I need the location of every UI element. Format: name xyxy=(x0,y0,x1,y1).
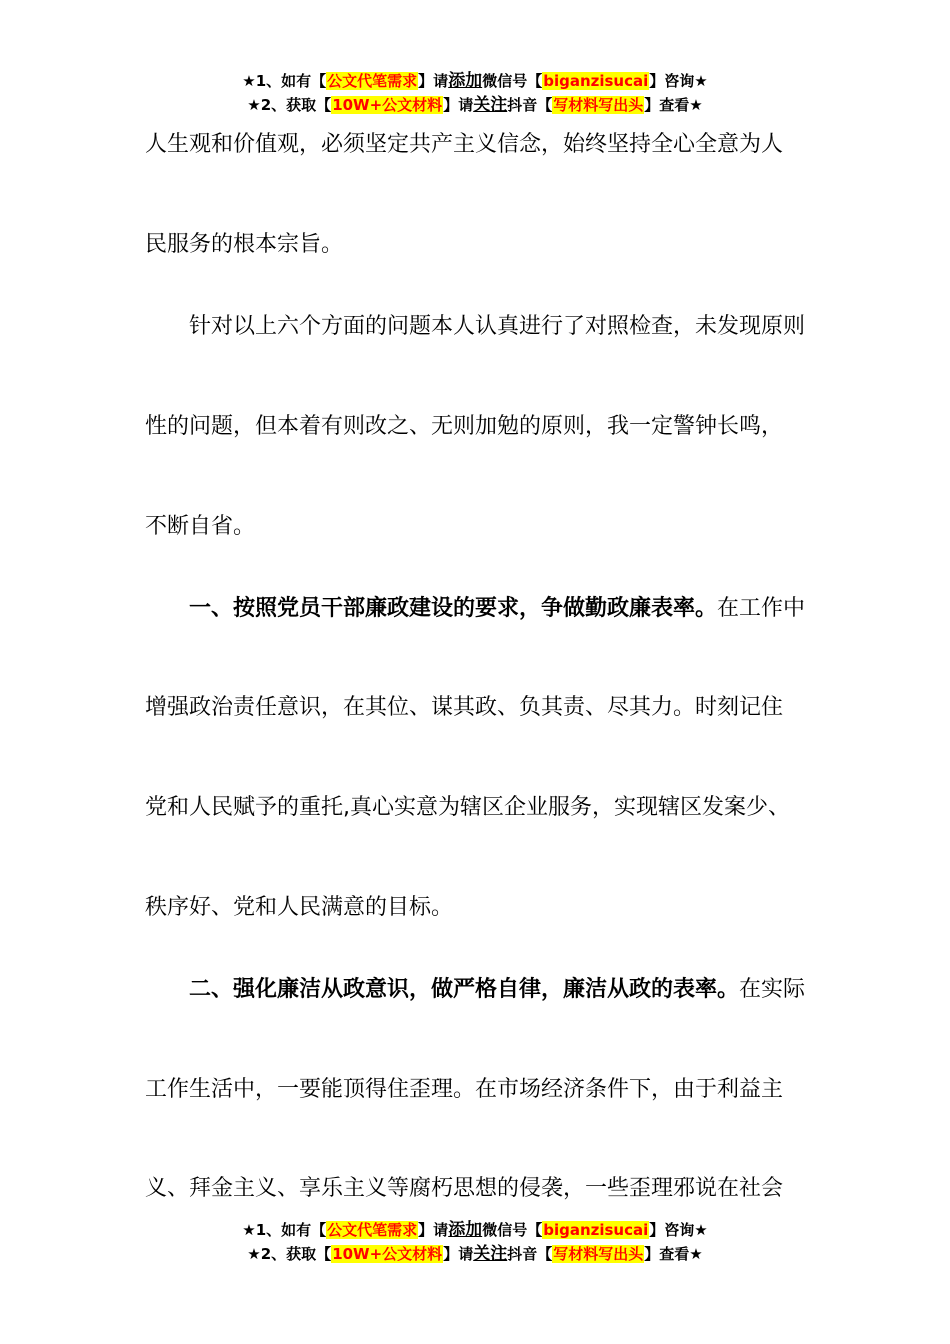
highlight-materials: 10W+公文材料 xyxy=(332,1245,443,1263)
text-line: 性的问题，但本着有则改之、无则加勉的原则，我一定警钟长鸣， xyxy=(145,414,784,439)
heading-bold-text: 二、强化廉洁从政意识，做严格自律，廉洁从政的表率。 xyxy=(145,977,740,1002)
highlight-wechat-id: biganzisucai xyxy=(543,1221,649,1239)
banner-text: 】查看★ xyxy=(644,96,703,114)
banner-line-1 xyxy=(0,1218,950,1242)
text-line: 工作生活中，一要能顶得住歪理。在市场经济条件下，由于利益主 xyxy=(145,1077,784,1102)
text-line: 人生观和价值观，必须坚定共产主义信念，始终坚持全心全意为人 xyxy=(145,132,784,157)
underlined-text: 关注 xyxy=(473,1244,508,1264)
underlined-text: 添加 xyxy=(448,1220,483,1240)
heading-bold-text: 一、按照党员干部廉政建设的要求，争做勤政廉表率。 xyxy=(145,596,718,621)
text-line: 针对以上六个方面的问题本人认真进行了对照检查，未发现原则 xyxy=(145,314,806,339)
banner-text: ★2、获取【 xyxy=(247,96,332,114)
banner-text: ★1、如有【 xyxy=(242,72,327,90)
highlight-materials: 10W+公文材料 xyxy=(332,96,443,114)
underlined-text: 关注 xyxy=(473,95,508,115)
banner-text: 】咨询★ xyxy=(649,72,708,90)
banner-text: ★2、获取【 xyxy=(247,1245,332,1263)
text-line: 义、拜金主义、享乐主义等腐朽思想的侵袭，一些歪理邪说在社会 xyxy=(145,1176,784,1201)
heading-rest-text: 在工作中 xyxy=(717,596,806,621)
text-line: 党和人民赋予的重托,真心实意为辖区企业服务，实现辖区发案少、 xyxy=(145,795,790,820)
text-line: 增强政治责任意识，在其位、谋其政、负其责、尽其力。时刻记住 xyxy=(145,695,784,720)
text-line: 不断自省。 xyxy=(145,514,256,539)
banner-text: 】请 xyxy=(418,1221,449,1239)
banner-text: 抖音【 xyxy=(507,96,553,114)
highlight-douyin-id: 写材料写出头 xyxy=(553,96,644,114)
section-heading-2 xyxy=(145,976,810,1004)
heading-rest-text: 在实际 xyxy=(739,977,806,1002)
banner-line-2 xyxy=(0,1242,950,1266)
text-line: 秩序好、党和人民满意的目标。 xyxy=(145,895,454,920)
banner-text: 抖音【 xyxy=(507,1245,553,1263)
highlight-service: 公文代笔需求 xyxy=(327,72,418,90)
banner-text: 】查看★ xyxy=(644,1245,703,1263)
section-heading-1 xyxy=(145,595,810,623)
banner-text: 】请 xyxy=(443,96,474,114)
highlight-wechat-id: biganzisucai xyxy=(543,72,649,90)
banner-text: 微信号【 xyxy=(482,1221,543,1239)
underlined-text: 添加 xyxy=(448,71,483,91)
banner-line-1 xyxy=(0,69,950,93)
text-line: 民服务的根本宗旨。 xyxy=(145,232,344,257)
highlight-service: 公文代笔需求 xyxy=(327,1221,418,1239)
top-banner xyxy=(0,69,950,117)
banner-text: 】请 xyxy=(443,1245,474,1263)
highlight-douyin-id: 写材料写出头 xyxy=(553,1245,644,1263)
bottom-banner xyxy=(0,1218,950,1266)
banner-text: 】请 xyxy=(418,72,449,90)
banner-text: 】咨询★ xyxy=(649,1221,708,1239)
banner-text: 微信号【 xyxy=(482,72,543,90)
banner-text: ★1、如有【 xyxy=(242,1221,327,1239)
banner-line-2 xyxy=(0,93,950,117)
